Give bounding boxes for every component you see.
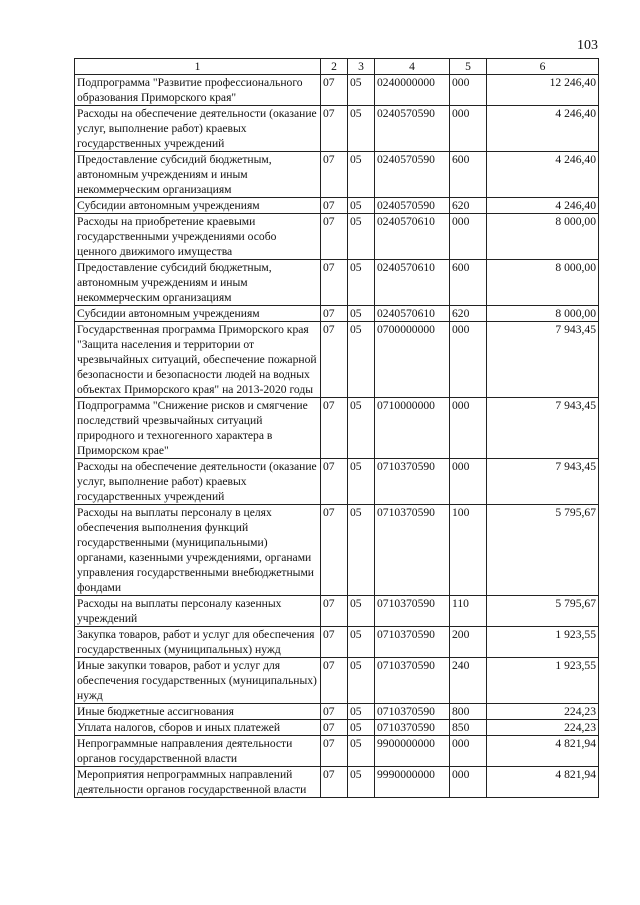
header-row xyxy=(75,59,599,75)
page-number: 103 xyxy=(577,38,598,53)
table-row xyxy=(75,596,599,627)
target-article-cell: 0240570590 xyxy=(375,106,450,152)
budget-table xyxy=(74,58,599,798)
target-article-cell: 9990000000 xyxy=(375,767,450,798)
target-article-cell: 0710370590 xyxy=(375,704,450,720)
amount-cell: 7 943,45 xyxy=(487,398,599,459)
target-article-cell: 0240000000 xyxy=(375,75,450,106)
table-row xyxy=(75,398,599,459)
table-row xyxy=(75,736,599,767)
amount-cell: 4 246,40 xyxy=(487,152,599,198)
row-name-cell: Уплата налогов, сборов и иных платежей xyxy=(75,720,321,736)
row-name-cell: Предоставление субсидий бюджетным, автономным учреждениям и иным некоммерческим организациям xyxy=(75,260,321,306)
target-article-cell: 0240570590 xyxy=(375,198,450,214)
row-name-cell: Непрограммные направления деятельности органов государственной власти xyxy=(75,736,321,767)
row-name-cell: Иные бюджетные ассигнования xyxy=(75,704,321,720)
expense-type-cell: 600 xyxy=(450,260,487,306)
section-code-cell: 07 xyxy=(321,767,348,798)
amount-cell: 224,23 xyxy=(487,704,599,720)
column-header: 4 xyxy=(375,59,450,75)
table-body xyxy=(75,75,599,798)
section-code-cell: 07 xyxy=(321,214,348,260)
subsection-code-cell: 05 xyxy=(348,322,375,398)
section-code-cell: 07 xyxy=(321,736,348,767)
subsection-code-cell: 05 xyxy=(348,658,375,704)
expense-type-cell: 000 xyxy=(450,459,487,505)
row-name-cell: Расходы на приобретение краевыми государственными учреждениями особо ценного движимого имущества xyxy=(75,214,321,260)
subsection-code-cell: 05 xyxy=(348,627,375,658)
table-row xyxy=(75,75,599,106)
amount-cell: 224,23 xyxy=(487,720,599,736)
row-name-cell: Подпрограмма "Развитие профессионального образования Приморского края" xyxy=(75,75,321,106)
row-name-cell: Расходы на выплаты персоналу в целях обеспечения выполнения функций государственными (муниципальными) органами, казенными учреждениями, органами управления государственными внебюджетными фондами xyxy=(75,505,321,596)
expense-type-cell: 000 xyxy=(450,398,487,459)
expense-type-cell: 000 xyxy=(450,736,487,767)
row-name-cell: Закупка товаров, работ и услуг для обеспечения государственных (муниципальных) нужд xyxy=(75,627,321,658)
column-header: 2 xyxy=(321,59,348,75)
table-row xyxy=(75,152,599,198)
subsection-code-cell: 05 xyxy=(348,75,375,106)
section-code-cell: 07 xyxy=(321,306,348,322)
expense-type-cell: 110 xyxy=(450,596,487,627)
target-article-cell: 0700000000 xyxy=(375,322,450,398)
column-header: 1 xyxy=(75,59,321,75)
section-code-cell: 07 xyxy=(321,322,348,398)
amount-cell: 7 943,45 xyxy=(487,459,599,505)
subsection-code-cell: 05 xyxy=(348,736,375,767)
expense-type-cell: 620 xyxy=(450,306,487,322)
expense-type-cell: 800 xyxy=(450,704,487,720)
expense-type-cell: 000 xyxy=(450,106,487,152)
table-row xyxy=(75,658,599,704)
section-code-cell: 07 xyxy=(321,505,348,596)
target-article-cell: 0710370590 xyxy=(375,505,450,596)
row-name-cell: Расходы на выплаты персоналу казенных учреждений xyxy=(75,596,321,627)
section-code-cell: 07 xyxy=(321,704,348,720)
section-code-cell: 07 xyxy=(321,596,348,627)
expense-type-cell: 000 xyxy=(450,767,487,798)
target-article-cell: 0710370590 xyxy=(375,596,450,627)
column-header: 5 xyxy=(450,59,487,75)
subsection-code-cell: 05 xyxy=(348,720,375,736)
amount-cell: 5 795,67 xyxy=(487,505,599,596)
section-code-cell: 07 xyxy=(321,260,348,306)
subsection-code-cell: 05 xyxy=(348,214,375,260)
row-name-cell: Государственная программа Приморского края "Защита населения и территории от чрезвычайных ситуаций, обеспечение пожарной безопасности и безопасности людей на водных объектах Приморского края" на 2013-2020 годы xyxy=(75,322,321,398)
target-article-cell: 0710000000 xyxy=(375,398,450,459)
subsection-code-cell: 05 xyxy=(348,198,375,214)
subsection-code-cell: 05 xyxy=(348,398,375,459)
table-row xyxy=(75,767,599,798)
subsection-code-cell: 05 xyxy=(348,505,375,596)
section-code-cell: 07 xyxy=(321,398,348,459)
amount-cell: 8 000,00 xyxy=(487,260,599,306)
amount-cell: 4 821,94 xyxy=(487,736,599,767)
target-article-cell: 0710370590 xyxy=(375,720,450,736)
target-article-cell: 0240570590 xyxy=(375,152,450,198)
section-code-cell: 07 xyxy=(321,198,348,214)
subsection-code-cell: 05 xyxy=(348,306,375,322)
expense-type-cell: 240 xyxy=(450,658,487,704)
amount-cell: 4 821,94 xyxy=(487,767,599,798)
section-code-cell: 07 xyxy=(321,75,348,106)
expense-type-cell: 000 xyxy=(450,214,487,260)
expense-type-cell: 200 xyxy=(450,627,487,658)
table-row xyxy=(75,106,599,152)
table-row xyxy=(75,198,599,214)
section-code-cell: 07 xyxy=(321,459,348,505)
row-name-cell: Мероприятия непрограммных направлений деятельности органов государственной власти xyxy=(75,767,321,798)
section-code-cell: 07 xyxy=(321,152,348,198)
subsection-code-cell: 05 xyxy=(348,459,375,505)
table-row xyxy=(75,322,599,398)
table-row xyxy=(75,260,599,306)
expense-type-cell: 000 xyxy=(450,322,487,398)
amount-cell: 7 943,45 xyxy=(487,322,599,398)
table-row xyxy=(75,306,599,322)
target-article-cell: 9900000000 xyxy=(375,736,450,767)
table-row xyxy=(75,459,599,505)
target-article-cell: 0710370590 xyxy=(375,459,450,505)
amount-cell: 8 000,00 xyxy=(487,306,599,322)
section-code-cell: 07 xyxy=(321,658,348,704)
amount-cell: 12 246,40 xyxy=(487,75,599,106)
subsection-code-cell: 05 xyxy=(348,704,375,720)
row-name-cell: Субсидии автономным учреждениям xyxy=(75,306,321,322)
target-article-cell: 0240570610 xyxy=(375,214,450,260)
row-name-cell: Расходы на обеспечение деятельности (оказание услуг, выполнение работ) краевых государственных учреждений xyxy=(75,106,321,152)
table-row xyxy=(75,627,599,658)
section-code-cell: 07 xyxy=(321,720,348,736)
row-name-cell: Расходы на обеспечение деятельности (оказание услуг, выполнение работ) краевых государственных учреждений xyxy=(75,459,321,505)
row-name-cell: Иные закупки товаров, работ и услуг для обеспечения государственных (муниципальных) нужд xyxy=(75,658,321,704)
subsection-code-cell: 05 xyxy=(348,767,375,798)
column-header: 3 xyxy=(348,59,375,75)
expense-type-cell: 850 xyxy=(450,720,487,736)
target-article-cell: 0240570610 xyxy=(375,306,450,322)
amount-cell: 5 795,67 xyxy=(487,596,599,627)
subsection-code-cell: 05 xyxy=(348,596,375,627)
column-header: 6 xyxy=(487,59,599,75)
amount-cell: 1 923,55 xyxy=(487,627,599,658)
amount-cell: 1 923,55 xyxy=(487,658,599,704)
target-article-cell: 0710370590 xyxy=(375,627,450,658)
target-article-cell: 0240570610 xyxy=(375,260,450,306)
target-article-cell: 0710370590 xyxy=(375,658,450,704)
subsection-code-cell: 05 xyxy=(348,152,375,198)
table-row xyxy=(75,505,599,596)
section-code-cell: 07 xyxy=(321,627,348,658)
expense-type-cell: 620 xyxy=(450,198,487,214)
row-name-cell: Подпрограмма "Снижение рисков и смягчение последствий чрезвычайных ситуаций природного и техногенного характера в Приморском крае" xyxy=(75,398,321,459)
table-row xyxy=(75,720,599,736)
expense-type-cell: 100 xyxy=(450,505,487,596)
amount-cell: 8 000,00 xyxy=(487,214,599,260)
subsection-code-cell: 05 xyxy=(348,106,375,152)
table-row xyxy=(75,214,599,260)
table-row xyxy=(75,704,599,720)
subsection-code-cell: 05 xyxy=(348,260,375,306)
section-code-cell: 07 xyxy=(321,106,348,152)
amount-cell: 4 246,40 xyxy=(487,198,599,214)
row-name-cell: Субсидии автономным учреждениям xyxy=(75,198,321,214)
amount-cell: 4 246,40 xyxy=(487,106,599,152)
row-name-cell: Предоставление субсидий бюджетным, автономным учреждениям и иным некоммерческим организациям xyxy=(75,152,321,198)
expense-type-cell: 600 xyxy=(450,152,487,198)
expense-type-cell: 000 xyxy=(450,75,487,106)
